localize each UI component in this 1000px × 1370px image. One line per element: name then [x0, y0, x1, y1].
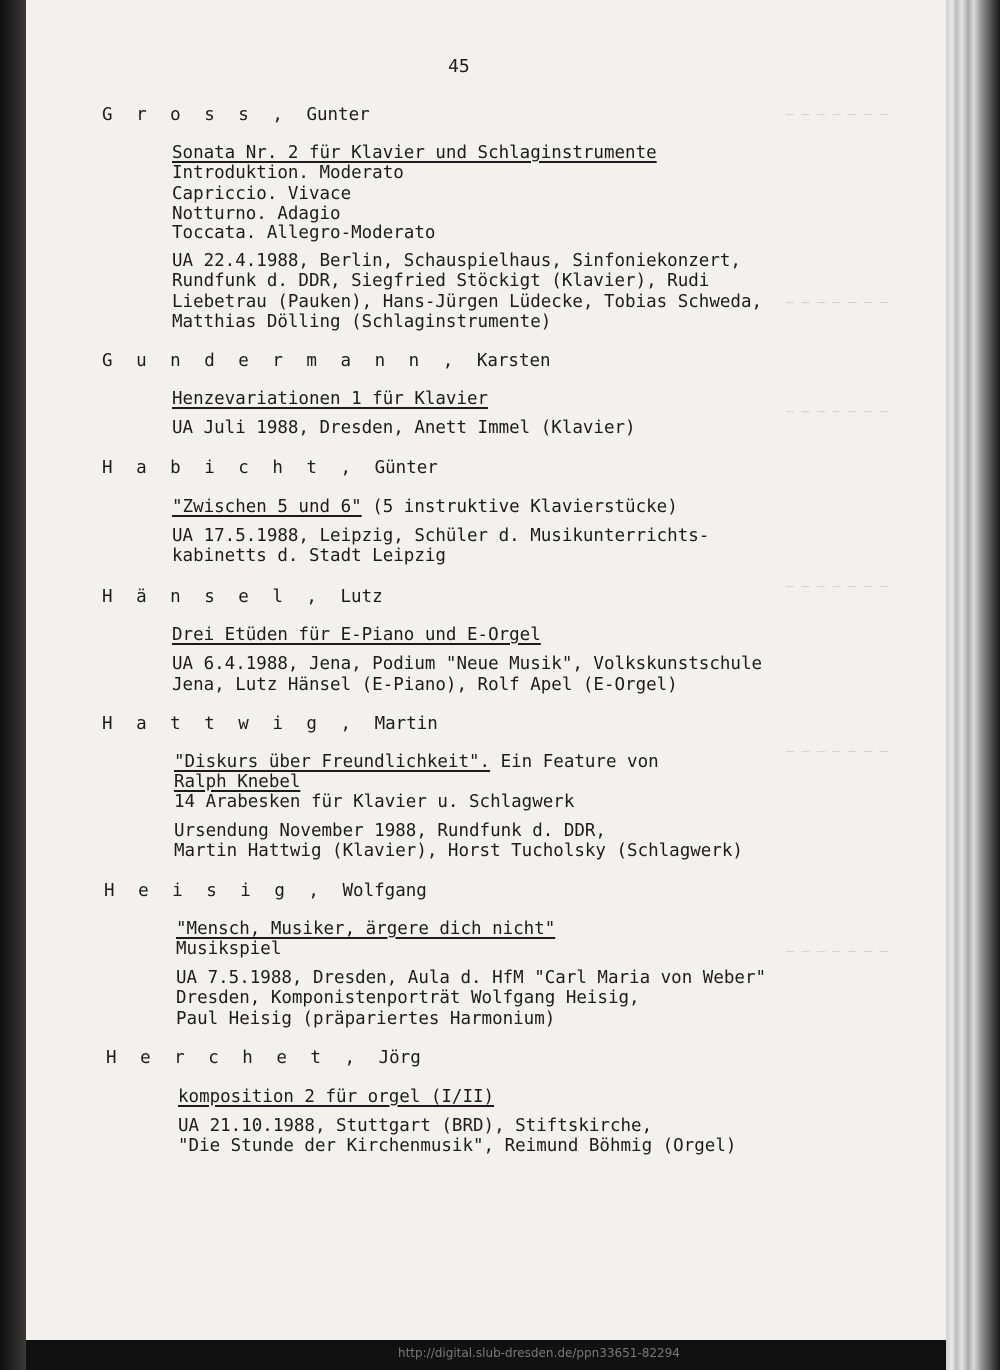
- premiere-detail: UA 6.4.1988, Jena, Podium "Neue Musik", Volkskunstschule: [172, 654, 763, 674]
- composer-surname: H ä n s e l ,: [102, 587, 324, 607]
- composer-given-name: Lutz: [340, 587, 383, 607]
- composer-given-name: Jörg: [378, 1048, 421, 1068]
- premiere-detail: UA 7.5.1988, Dresden, Aula d. HfM "Carl Maria von Weber": [176, 968, 767, 988]
- composer-surname: G u n d e r m a n n ,: [102, 351, 460, 371]
- show-through-artifact: ─ ─ ─ ─ ─ ─ ─: [786, 945, 888, 960]
- composer-surname: H e i s i g ,: [104, 881, 326, 901]
- document-page: [26, 0, 946, 1340]
- composer-name: [102, 350, 551, 372]
- work-title: Sonata Nr. 2 für Klavier und Schlaginstrumente: [172, 143, 657, 163]
- work-title: "Diskurs über Freundlichkeit".: [174, 752, 491, 772]
- work-subtitle: Ein Feature von: [490, 752, 659, 772]
- premiere-detail: Liebetrau (Pauken), Hans-Jürgen Lüdecke, Tobias Schweda,: [172, 292, 763, 312]
- premiere-detail: UA Juli 1988, Dresden, Anett Immel (Klavier): [172, 418, 636, 438]
- work-movement: Introduktion. Moderato: [172, 163, 404, 183]
- work-title-line: [174, 751, 659, 773]
- source-url-footer: http://digital.slub-dresden.de/ppn33651-82294: [398, 1346, 680, 1360]
- premiere-detail: Martin Hattwig (Klavier), Horst Tucholsky (Schlagwerk): [174, 841, 743, 861]
- scan-left-border: [0, 0, 26, 1370]
- work-title-line: [172, 496, 678, 518]
- composer-name: [102, 586, 383, 608]
- composer-given-name: Gunter: [306, 105, 370, 125]
- work-movement: Toccata. Allegro-Moderato: [172, 223, 436, 243]
- composer-given-name: Martin: [374, 714, 438, 734]
- composer-given-name: Karsten: [476, 351, 551, 371]
- work-subtitle: (5 instruktive Klavierstücke): [361, 497, 678, 517]
- show-through-artifact: ─ ─ ─ ─ ─ ─ ─: [786, 296, 888, 311]
- composer-name: [102, 713, 438, 735]
- book-page-edge: [946, 0, 1000, 1370]
- composer-given-name: Wolfgang: [342, 881, 427, 901]
- composer-surname: G r o s s ,: [102, 105, 290, 125]
- premiere-detail: Paul Heisig (präpariertes Harmonium): [176, 1009, 556, 1029]
- composer-name: [106, 1047, 421, 1069]
- work-title: Henzevariationen 1 für Klavier: [172, 389, 489, 409]
- work-movement: Notturno. Adagio: [172, 204, 341, 224]
- composer-name: [102, 457, 438, 479]
- premiere-detail: UA 22.4.1988, Berlin, Schauspielhaus, Sinfoniekonzert,: [172, 251, 741, 271]
- composer-surname: H a t t w i g ,: [102, 714, 358, 734]
- work-title: "Zwischen 5 und 6": [172, 497, 362, 517]
- premiere-detail: Jena, Lutz Hänsel (E-Piano), Rolf Apel (E-Orgel): [172, 675, 678, 695]
- premiere-detail: "Die Stunde der Kirchenmusik", Reimund Böhmig (Orgel): [178, 1136, 737, 1156]
- show-through-artifact: ─ ─ ─ ─ ─ ─ ─: [786, 745, 888, 760]
- page-number: 45: [448, 56, 470, 77]
- show-through-artifact: ─ ─ ─ ─ ─ ─ ─: [786, 405, 888, 420]
- premiere-detail: Matthias Dölling (Schlaginstrumente): [172, 312, 552, 332]
- premiere-detail: Rundfunk d. DDR, Siegfried Stöckigt (Klavier), Rudi: [172, 271, 710, 291]
- composer-given-name: Günter: [374, 458, 438, 478]
- premiere-detail: Dresden, Komponistenporträt Wolfgang Heisig,: [176, 988, 640, 1008]
- composer-surname: H e r c h e t ,: [106, 1048, 362, 1068]
- work-movement: 14 Arabesken für Klavier u. Schlagwerk: [174, 792, 575, 812]
- composer-name: [102, 104, 370, 126]
- premiere-detail: UA 21.10.1988, Stuttgart (BRD), Stiftskirche,: [178, 1116, 653, 1136]
- premiere-detail: UA 17.5.1988, Leipzig, Schüler d. Musikunterrichts-: [172, 526, 710, 546]
- show-through-artifact: ─ ─ ─ ─ ─ ─ ─: [786, 580, 888, 595]
- premiere-detail: Ursendung November 1988, Rundfunk d. DDR,: [174, 821, 606, 841]
- work-title-continued: Ralph Knebel: [174, 772, 301, 792]
- work-genre: Musikspiel: [176, 939, 282, 959]
- composer-name: [104, 880, 427, 902]
- work-movement: Capriccio. Vivace: [172, 184, 352, 204]
- work-title: Drei Etüden für E-Piano und E-Orgel: [172, 625, 541, 645]
- work-title: komposition 2 für orgel (I/II): [178, 1087, 495, 1107]
- composer-surname: H a b i c h t ,: [102, 458, 358, 478]
- show-through-artifact: ─ ─ ─ ─ ─ ─ ─: [786, 108, 888, 123]
- premiere-detail: kabinetts d. Stadt Leipzig: [172, 546, 446, 566]
- work-title: "Mensch, Musiker, ärgere dich nicht": [176, 919, 556, 939]
